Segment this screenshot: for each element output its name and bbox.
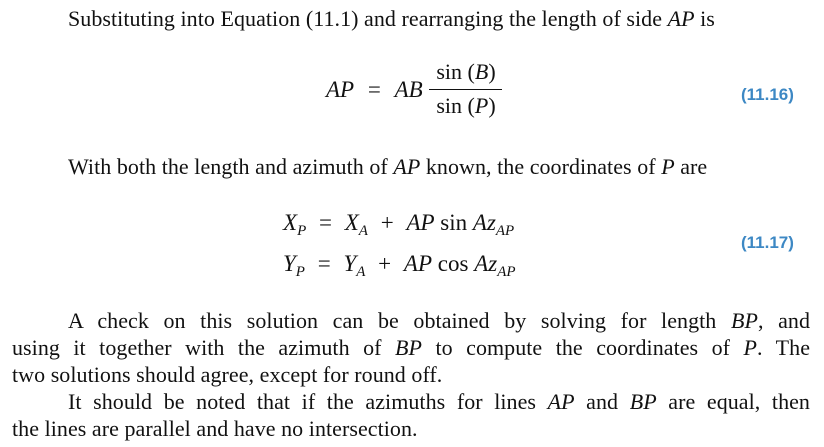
- eq-11-17-row-2: $Y_P = Y_A$ + AP $\cos Az_{AP}$: [283, 251, 516, 280]
- equation-number-11-16: (11.16): [741, 85, 794, 104]
- paragraph-1-line-1: Substituting into Equation (11.1) and rearranging the length of side AP is: [68, 6, 715, 31]
- eq-11-16-denominator: sin (P): [436, 93, 496, 118]
- equation-number-11-17: (11.17): [741, 233, 794, 252]
- paragraph-3-line-1: A check on this solution can be obtained by solving for length BP, and: [68, 308, 811, 333]
- eq-11-16-numerator: sin (B): [436, 59, 496, 84]
- eq-11-17-row-1: $X_P = X_A$ + AP $\sin Az_{AP}$: [283, 210, 515, 239]
- paragraph-3-line-3: two solutions should agree, except for round off.: [12, 362, 443, 387]
- paragraph-4-line-1: It should be noted that if the azimuths for lines AP and BP are equal, then: [68, 389, 810, 414]
- paragraph-4-line-2: the lines are parallel and have no intersection.: [12, 416, 418, 441]
- paragraph-2-line-1: With both the length and azimuth of AP known, the coordinates of P are: [68, 154, 708, 179]
- eq-11-16-fraction-bar: [429, 89, 502, 90]
- paragraph-3-line-2: using it together with the azimuth of BP to compute the coordinates of P. The: [12, 335, 811, 360]
- eq-11-16-lhs: AP = AB: [326, 77, 423, 102]
